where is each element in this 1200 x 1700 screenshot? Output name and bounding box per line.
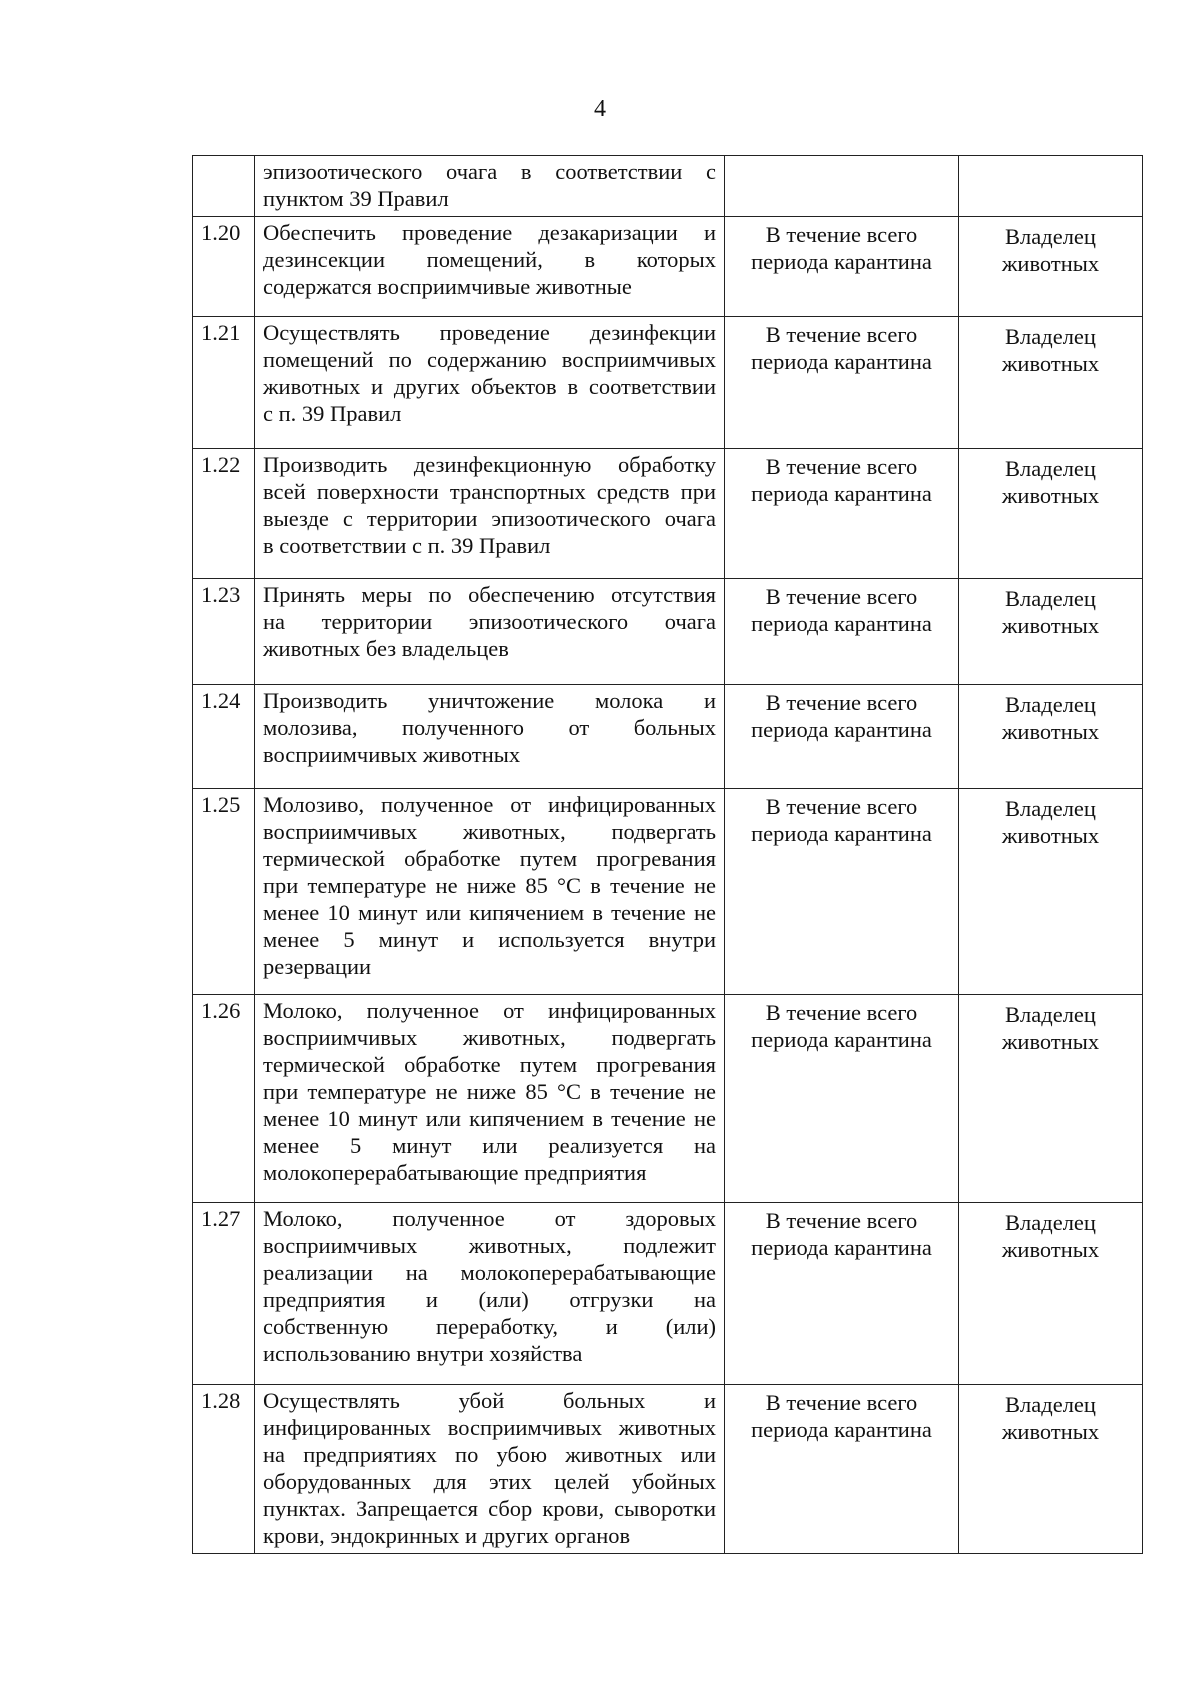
- responsible-cell: Владелец животных: [959, 449, 1143, 579]
- item-number-cell: 1.23: [193, 579, 255, 685]
- term-cell: В течение всего периода карантина: [725, 995, 959, 1203]
- action-cell: [255, 449, 725, 579]
- responsible-cell: Владелец животных: [959, 579, 1143, 685]
- term-cell: В течение всего периода карантина: [725, 1203, 959, 1385]
- action-text-line: выезде с территории эпизоотического очага: [263, 506, 716, 531]
- action-text-line: менее 5 минут или реализуется на: [263, 1133, 716, 1158]
- table-row: [193, 217, 1143, 317]
- term-cell: В течение всего периода карантина: [725, 1385, 959, 1554]
- action-cell: [255, 1203, 725, 1385]
- action-text-line: менее 5 минут и используется внутри: [263, 927, 716, 952]
- action-text-line: Молозиво, полученное от инфицированных: [263, 792, 716, 817]
- term-cell: В течение всего периода карантина: [725, 449, 959, 579]
- action-cell: [255, 317, 725, 449]
- action-text-line: Молоко, полученное от здоровых: [263, 1206, 716, 1231]
- action-text-line: Принять меры по обеспечению отсутствия: [263, 582, 716, 607]
- action-text-line: при температуре не ниже 85 °С в течение не: [263, 1079, 716, 1104]
- item-number-cell: 1.20: [193, 217, 255, 317]
- item-number-cell: 1.24: [193, 685, 255, 789]
- action-text-line: с п. 39 Правил: [263, 401, 402, 426]
- item-number-cell: 1.28: [193, 1385, 255, 1554]
- action-text-line: пунктом 39 Правил: [263, 186, 449, 211]
- term-cell: В течение всего периода карантина: [725, 579, 959, 685]
- action-text-line: пунктах. Запрещается сбор крови, сыворотки: [263, 1496, 716, 1521]
- action-cell: [255, 217, 725, 317]
- action-text-line: животных без владельцев: [263, 636, 509, 661]
- action-text-line: восприимчивых животных, подлежит: [263, 1233, 716, 1258]
- action-text-line: Производить дезинфекционную обработку: [263, 452, 716, 477]
- action-text-line: молокоперерабатывающие предприятия: [263, 1160, 647, 1185]
- term-cell: В течение всего периода карантина: [725, 789, 959, 995]
- action-text-line: термической обработке путем прогревания: [263, 846, 716, 871]
- action-text-line: при температуре не ниже 85 °С в течение не: [263, 873, 716, 898]
- item-number-cell: 1.22: [193, 449, 255, 579]
- responsible-cell: Владелец животных: [959, 217, 1143, 317]
- action-cell: [255, 789, 725, 995]
- action-cell: [255, 995, 725, 1203]
- action-cell: [255, 156, 725, 217]
- term-cell: В течение всего периода карантина: [725, 685, 959, 789]
- action-cell: [255, 1385, 725, 1554]
- action-text-line: Молоко, полученное от инфицированных: [263, 998, 716, 1023]
- page-number: 4: [594, 96, 606, 122]
- responsible-cell: Владелец животных: [959, 789, 1143, 995]
- action-text-line: молозива, полученного от больных: [263, 715, 716, 740]
- item-number-cell: 1.26: [193, 995, 255, 1203]
- table-row: [193, 317, 1143, 449]
- responsible-cell: Владелец животных: [959, 1203, 1143, 1385]
- action-text-line: дезинсекции помещений, в которых: [263, 247, 716, 272]
- term-cell: [725, 156, 959, 217]
- action-text-line: менее 10 минут или кипячением в течение не: [263, 900, 716, 925]
- action-text-line: термической обработке путем прогревания: [263, 1052, 716, 1077]
- responsible-cell: Владелец животных: [959, 995, 1143, 1203]
- action-text-line: крови, эндокринных и других органов: [263, 1523, 631, 1548]
- table-row: [193, 1203, 1143, 1385]
- action-text-line: помещений по содержанию восприимчивых: [263, 347, 716, 372]
- action-cell: [255, 579, 725, 685]
- item-number-cell: 1.21: [193, 317, 255, 449]
- responsible-cell: Владелец животных: [959, 1385, 1143, 1554]
- responsible-cell: Владелец животных: [959, 685, 1143, 789]
- table-row: [193, 449, 1143, 579]
- term-cell: В течение всего периода карантина: [725, 217, 959, 317]
- action-text-line: собственную переработку, и (или): [263, 1314, 716, 1339]
- responsible-cell: Владелец животных: [959, 317, 1143, 449]
- item-number-cell: [193, 156, 255, 217]
- action-text-line: Обеспечить проведение дезакаризации и: [263, 220, 716, 245]
- action-text-line: животных и других объектов в соответствии: [263, 374, 716, 399]
- action-cell: [255, 685, 725, 789]
- table-row: [193, 156, 1143, 217]
- term-cell: В течение всего периода карантина: [725, 317, 959, 449]
- action-text-line: восприимчивых животных, подвергать: [263, 819, 716, 844]
- table-row: [193, 579, 1143, 685]
- action-text-line: Осуществлять проведение дезинфекции: [263, 320, 716, 345]
- action-text-line: реализации на молокоперерабатывающие: [263, 1260, 716, 1285]
- table-row: [193, 995, 1143, 1203]
- action-text-line: использованию внутри хозяйства: [263, 1341, 583, 1366]
- item-number-cell: 1.25: [193, 789, 255, 995]
- action-text-line: в соответствии с п. 39 Правил: [263, 533, 551, 558]
- measures-table: [192, 155, 1143, 1554]
- action-text-line: Производить уничтожение молока и: [263, 688, 716, 713]
- action-text-line: восприимчивых животных: [263, 742, 521, 767]
- item-number-cell: 1.27: [193, 1203, 255, 1385]
- action-text-line: всей поверхности транспортных средств при: [263, 479, 716, 504]
- responsible-cell: [959, 156, 1143, 217]
- action-text-line: Осуществлять убой больных и: [263, 1388, 716, 1413]
- action-text-line: на территории эпизоотического очага: [263, 609, 716, 634]
- table-row: [193, 789, 1143, 995]
- action-text-line: эпизоотического очага в соответствии с: [263, 159, 716, 184]
- table-row: [193, 1385, 1143, 1554]
- action-text-line: резервации: [263, 954, 372, 979]
- action-text-line: содержатся восприимчивые животные: [263, 274, 632, 299]
- action-text-line: восприимчивых животных, подвергать: [263, 1025, 716, 1050]
- action-text-line: оборудованных для этих целей убойных: [263, 1469, 716, 1494]
- action-text-line: менее 10 минут или кипячением в течение не: [263, 1106, 716, 1131]
- table-row: [193, 685, 1143, 789]
- action-text-line: инфицированных восприимчивых животных: [263, 1415, 716, 1440]
- action-text-line: на предприятиях по убою животных или: [263, 1442, 716, 1467]
- action-text-line: предприятия и (или) отгрузки на: [263, 1287, 716, 1312]
